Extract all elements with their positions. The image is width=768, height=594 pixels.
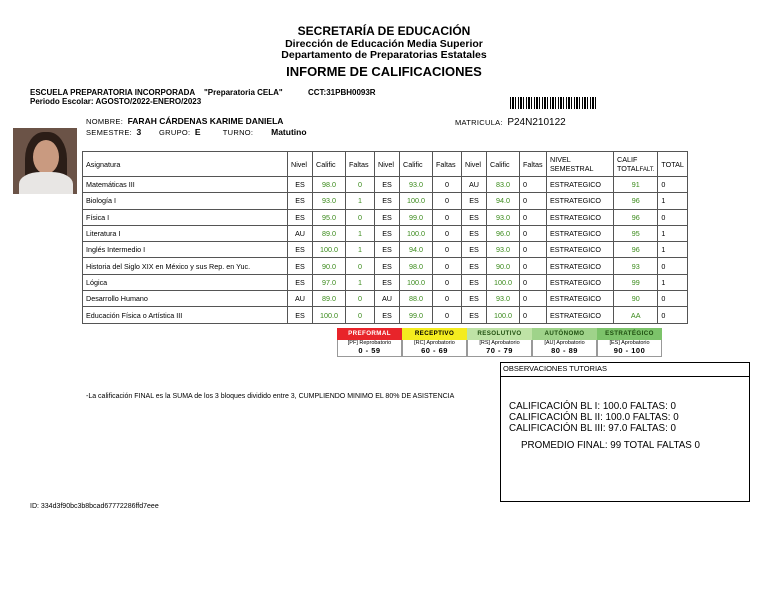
legend-range: 90 - 100 — [613, 346, 646, 355]
legend-level-name: ESTRATÉGICO — [597, 328, 662, 340]
grade-cell: 0 — [520, 177, 547, 193]
report-title: INFORME DE CALIFICACIONES — [286, 64, 482, 79]
grade-cell: 0 — [658, 258, 688, 274]
grade-cell: 0 — [433, 209, 462, 225]
grade-cell: 96 — [614, 193, 658, 209]
legend-item — [597, 328, 662, 357]
matricula-row — [455, 112, 566, 130]
semester-label: SEMESTRE: — [86, 128, 133, 137]
legend-item — [467, 328, 532, 357]
grade-cell: 90 — [614, 291, 658, 307]
grade-cell: ES — [462, 307, 487, 323]
name-label: NOMBRE: — [86, 117, 124, 126]
grade-cell: 0 — [658, 307, 688, 323]
grade-cell: ES — [462, 193, 487, 209]
legend-level-name: AUTÓNOMO — [532, 328, 597, 340]
grade-cell: 98.0 — [400, 258, 433, 274]
col-faltas-2: Faltas — [433, 152, 462, 177]
grade-cell: 0 — [346, 177, 375, 193]
grade-cell: ES — [462, 274, 487, 290]
grade-cell: 1 — [658, 274, 688, 290]
col-calific-2: Calific — [400, 152, 433, 177]
grade-cell: 0 — [346, 291, 375, 307]
grade-cell: ES — [288, 177, 313, 193]
grade-cell: 0 — [346, 258, 375, 274]
subject-cell: Educación Física o Artística III — [83, 307, 288, 323]
legend-level-range — [337, 340, 402, 357]
table-row — [83, 291, 688, 307]
grade-cell: 94.0 — [487, 193, 520, 209]
student-name: FARAH CÁRDENAS KARIME DANIELA — [127, 116, 284, 126]
legend-level-range — [402, 340, 467, 357]
legend-item — [402, 328, 467, 357]
legend-desc: [PF] Reprobatorio — [347, 340, 392, 346]
subject-cell: Biología I — [83, 193, 288, 209]
col-asignatura: Asignatura — [83, 152, 288, 177]
grade-cell: ESTRATEGICO — [547, 242, 614, 258]
legend-level-range — [597, 340, 662, 357]
grade-cell: 96 — [614, 242, 658, 258]
grade-cell: ES — [375, 258, 400, 274]
header-line2: Dirección de Educación Media Superior — [285, 38, 483, 50]
grade-cell: 94.0 — [400, 242, 433, 258]
grade-cell: 0 — [658, 209, 688, 225]
grade-cell: ES — [462, 209, 487, 225]
grade-cell: AU — [462, 177, 487, 193]
grade-cell: 0 — [433, 225, 462, 241]
bl3-line: CALIFICACIÓN BL III: 97.0 FALTAS: 0 — [509, 423, 676, 434]
grade-cell: 96.0 — [487, 225, 520, 241]
col-nivel-2: Nivel — [375, 152, 400, 177]
subject-cell: Lógica — [83, 274, 288, 290]
grade-cell: 100.0 — [313, 307, 346, 323]
school-period: Periodo Escolar: AGOSTO/2022-ENERO/2023 — [30, 97, 202, 106]
grade-cell: 0 — [520, 258, 547, 274]
grade-cell: 97.0 — [313, 274, 346, 290]
grade-cell: ES — [288, 258, 313, 274]
grade-cell: AU — [288, 291, 313, 307]
grade-cell: 0 — [433, 258, 462, 274]
shift-label: TURNO: — [222, 128, 254, 137]
shift-value: Matutino — [271, 127, 307, 137]
grade-cell: ES — [375, 225, 400, 241]
grade-cell: AU — [288, 225, 313, 241]
col-calific-1: Calific — [313, 152, 346, 177]
grade-cell: 96 — [614, 209, 658, 225]
table-row — [83, 225, 688, 241]
matricula-value: P24N210122 — [507, 117, 566, 128]
legend — [337, 328, 662, 357]
grade-cell: 0 — [520, 242, 547, 258]
observations-title: OBSERVACIONES TUTORIAS — [501, 363, 749, 377]
grading-note: -La calificación FINAL es la SUMA de los 3 bloques dividido entre 3, CUMPLIENDO MINIMO EL 80% DE ASISTENCIA — [86, 393, 455, 400]
grade-cell: 99.0 — [400, 209, 433, 225]
col-nivel-3: Nivel — [462, 152, 487, 177]
grade-cell: 93.0 — [487, 291, 520, 307]
grade-cell: ES — [375, 177, 400, 193]
matricula-label: MATRICULA: — [455, 118, 503, 127]
table-header-row — [83, 152, 688, 177]
table-row — [83, 177, 688, 193]
grade-cell: ES — [462, 291, 487, 307]
table-row — [83, 193, 688, 209]
legend-range: 0 - 59 — [358, 346, 381, 355]
grade-cell: 83.0 — [487, 177, 520, 193]
grade-cell: ES — [375, 242, 400, 258]
grade-cell: 0 — [658, 177, 688, 193]
grade-cell: 100.0 — [400, 274, 433, 290]
grade-cell: ESTRATEGICO — [547, 209, 614, 225]
grade-cell: ESTRATEGICO — [547, 258, 614, 274]
table-row — [83, 242, 688, 258]
grade-cell: 93.0 — [487, 242, 520, 258]
grade-cell: ES — [288, 274, 313, 290]
grade-cell: 1 — [346, 274, 375, 290]
grade-cell: ESTRATEGICO — [547, 274, 614, 290]
legend-range: 80 - 89 — [551, 346, 578, 355]
grade-cell: ESTRATEGICO — [547, 291, 614, 307]
grade-cell: ESTRATEGICO — [547, 307, 614, 323]
legend-level-name: RECEPTIVO — [402, 328, 467, 340]
grade-cell: ES — [375, 209, 400, 225]
grade-cell: 100.0 — [400, 193, 433, 209]
grade-cell: ES — [288, 307, 313, 323]
grade-cell: 0 — [433, 193, 462, 209]
grade-cell: 0 — [433, 307, 462, 323]
student-info-row — [86, 122, 307, 140]
group-value: E — [194, 127, 201, 137]
legend-level-name: PREFORMAL — [337, 328, 402, 340]
grade-cell: 1 — [346, 225, 375, 241]
semester-value: 3 — [136, 127, 142, 137]
grade-cell: ES — [288, 209, 313, 225]
observations-box — [500, 362, 750, 502]
legend-level-name: RESOLUTIVO — [467, 328, 532, 340]
col-calific-3: Calific — [487, 152, 520, 177]
grade-cell: 0 — [520, 274, 547, 290]
grade-cell: 98.0 — [313, 177, 346, 193]
grade-cell: 95 — [614, 225, 658, 241]
grades-table — [82, 151, 688, 324]
col-faltas-3: Faltas — [520, 152, 547, 177]
legend-desc: [ES] Aprobatorio — [609, 340, 650, 346]
table-row — [83, 209, 688, 225]
grade-cell: ES — [375, 307, 400, 323]
subject-cell: Inglés Intermedio I — [83, 242, 288, 258]
header-line3: Departamento de Preparatorias Estatales — [281, 49, 487, 61]
subject-cell: Matemáticas III — [83, 177, 288, 193]
grade-cell: 89.0 — [313, 225, 346, 241]
grade-cell: ESTRATEGICO — [547, 193, 614, 209]
grade-cell: 1 — [658, 193, 688, 209]
grade-cell: 100.0 — [313, 242, 346, 258]
subject-cell: Historia del Siglo XIX en México y sus Rep. en Yuc. — [83, 258, 288, 274]
bl2-line: CALIFICACIÓN BL II: 100.0 FALTAS: 0 — [509, 412, 679, 423]
student-photo — [13, 128, 77, 194]
legend-item — [532, 328, 597, 357]
subject-cell: Desarrollo Humano — [83, 291, 288, 307]
grade-cell: 0 — [433, 274, 462, 290]
grade-cell: 88.0 — [400, 291, 433, 307]
grade-cell: 0 — [346, 307, 375, 323]
grade-cell: 0 — [520, 307, 547, 323]
grade-cell: 90.0 — [313, 258, 346, 274]
grade-cell: 93.0 — [313, 193, 346, 209]
grade-cell: 0 — [520, 209, 547, 225]
grade-cell: ES — [462, 242, 487, 258]
grade-cell: 0 — [520, 193, 547, 209]
col-calif-total: CALIF TOTALFALT. — [614, 152, 658, 177]
document-id: ID: 334d3f90bc3b8bcad67772286ffd7eee — [30, 503, 159, 510]
table-row — [83, 274, 688, 290]
school-cct: CCT:31PBH0093R — [308, 88, 376, 97]
grade-cell: ESTRATEGICO — [547, 177, 614, 193]
grade-cell: 95.0 — [313, 209, 346, 225]
subject-cell: Física I — [83, 209, 288, 225]
grade-cell: 91 — [614, 177, 658, 193]
grade-cell: ES — [288, 242, 313, 258]
grade-cell: 0 — [433, 242, 462, 258]
grade-cell: 0 — [658, 291, 688, 307]
legend-level-range — [467, 340, 532, 357]
grade-cell: 1 — [346, 193, 375, 209]
legend-desc: [RS] Aprobatorio — [479, 340, 520, 346]
legend-range: 60 - 69 — [421, 346, 448, 355]
grade-cell: 0 — [433, 291, 462, 307]
school-alias: "Preparatoria CELA" — [204, 88, 283, 97]
legend-desc: [RC] Aprobatorio — [414, 340, 455, 346]
grade-cell: ES — [375, 274, 400, 290]
col-nivel-semestral: NIVEL SEMESTRAL — [547, 152, 614, 177]
grade-cell: 99 — [614, 274, 658, 290]
legend-range: 70 - 79 — [486, 346, 513, 355]
school-name: ESCUELA PREPARATORIA INCORPORADA — [30, 88, 196, 97]
legend-item — [337, 328, 402, 357]
grade-cell: 93.0 — [487, 209, 520, 225]
grade-cell: ESTRATEGICO — [547, 225, 614, 241]
grade-cell: 0 — [346, 209, 375, 225]
table-row — [83, 307, 688, 323]
group-label: GRUPO: — [159, 128, 191, 137]
grade-cell: AA — [614, 307, 658, 323]
table-row — [83, 258, 688, 274]
grade-cell: 0 — [520, 291, 547, 307]
col-faltas-1: Faltas — [346, 152, 375, 177]
header-line1: SECRETARÍA DE EDUCACIÓN — [297, 24, 471, 38]
legend-desc: [AU] Aprobatorio — [544, 340, 585, 346]
grade-cell: ES — [462, 225, 487, 241]
subject-cell: Literatura I — [83, 225, 288, 241]
grade-cell: 90.0 — [487, 258, 520, 274]
col-nivel-1: Nivel — [288, 152, 313, 177]
grade-cell: 100.0 — [487, 274, 520, 290]
grade-cell: 0 — [520, 225, 547, 241]
grade-cell: ES — [462, 258, 487, 274]
grade-cell: ES — [288, 193, 313, 209]
grade-cell: 100.0 — [487, 307, 520, 323]
final-line: PROMEDIO FINAL: 99 TOTAL FALTAS 0 — [521, 440, 700, 451]
grade-cell: 89.0 — [313, 291, 346, 307]
col-total: TOTAL — [658, 152, 688, 177]
grade-cell: ES — [375, 193, 400, 209]
bl1-line: CALIFICACIÓN BL I: 100.0 FALTAS: 0 — [509, 401, 676, 412]
grade-cell: 93 — [614, 258, 658, 274]
grade-cell: 93.0 — [400, 177, 433, 193]
grade-cell: 100.0 — [400, 225, 433, 241]
grade-cell: 99.0 — [400, 307, 433, 323]
grade-cell: 1 — [346, 242, 375, 258]
grade-cell: 0 — [433, 177, 462, 193]
grade-cell: 1 — [658, 242, 688, 258]
grade-cell: AU — [375, 291, 400, 307]
barcode-image — [510, 97, 598, 109]
grade-cell: 1 — [658, 225, 688, 241]
legend-level-range — [532, 340, 597, 357]
